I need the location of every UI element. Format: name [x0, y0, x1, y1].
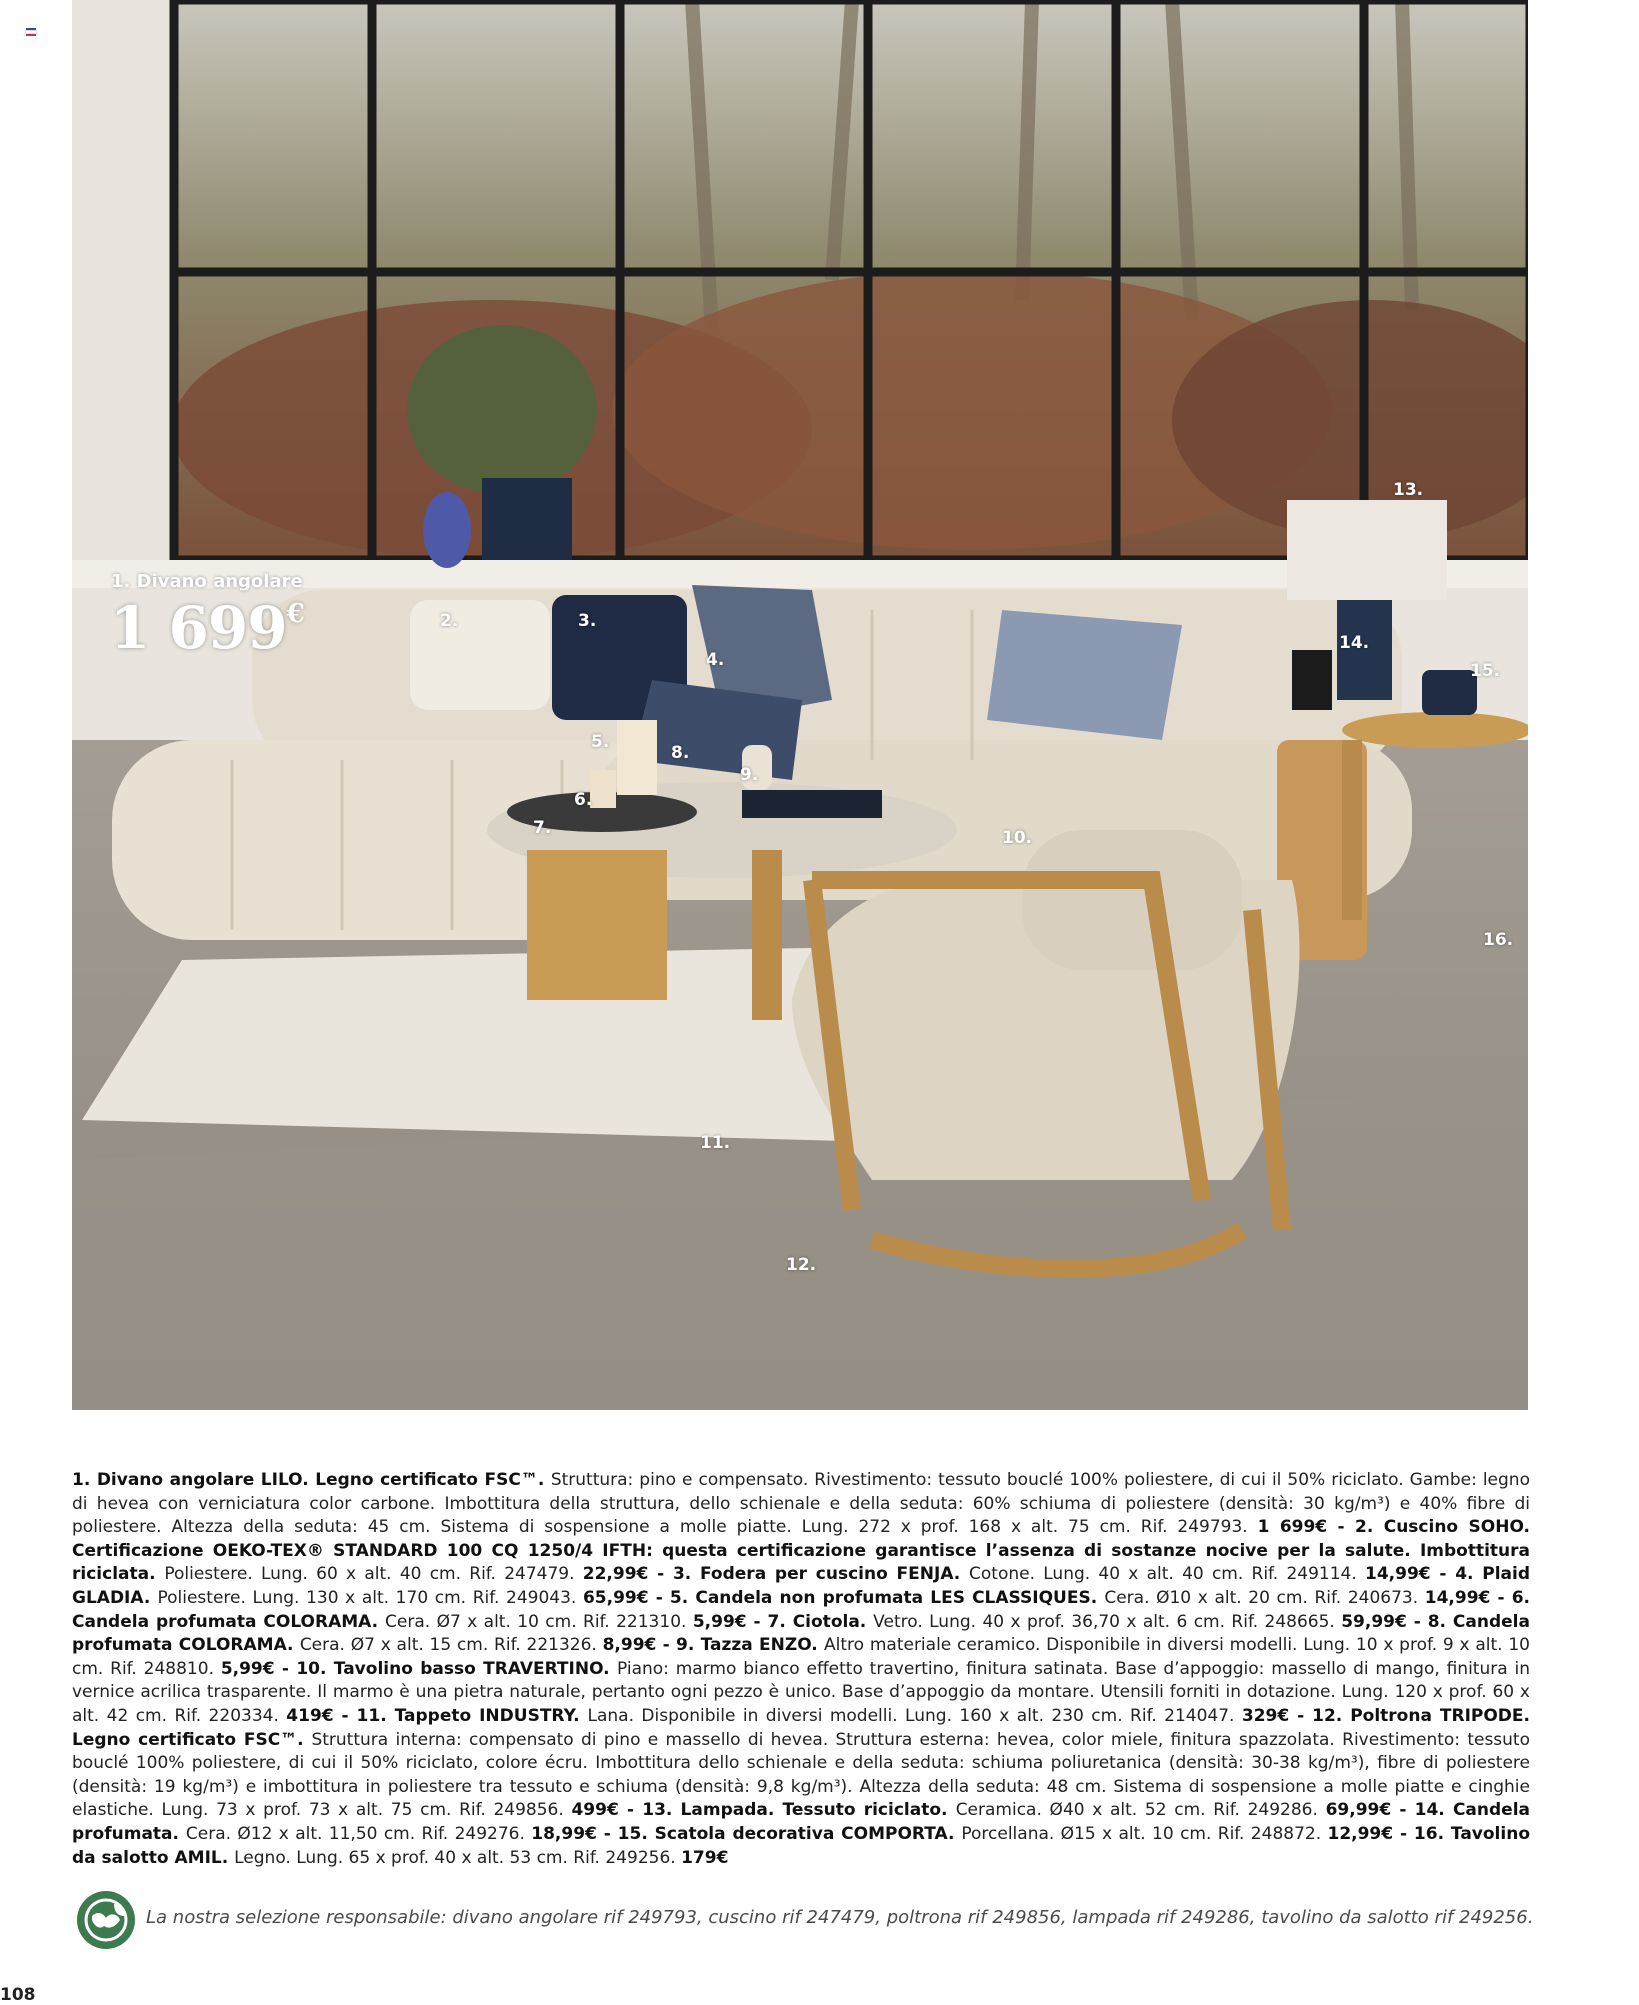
desc-bold-6: 5,99€ - 7. Ciotola. [692, 1611, 874, 1632]
desc-text-7: Cera. Ø7 x alt. 15 cm. Rif. 221326. [299, 1635, 603, 1656]
desc-text-1: Poliestere. Lung. 60 x alt. 40 cm. Rif. 247479. [164, 1564, 583, 1585]
callout-16: 16. [1483, 930, 1514, 950]
desc-text-4: Cera. Ø10 x alt. 20 cm. Rif. 240673. [1104, 1587, 1425, 1608]
callout-2: 2. [440, 611, 459, 631]
callout-15: 15. [1470, 661, 1501, 681]
desc-bold-11: 329€ - 12. Poltrona TRIPODE. Legno certificato FSC™. [72, 1705, 1530, 1750]
desc-bold-15: 12,99€ - 16. Tavolino da salotto AMIL. [72, 1823, 1530, 1868]
flag-icon [26, 28, 36, 36]
desc-bold-0: 1. Divano angolare LILO. Legno certificato FSC™. [72, 1470, 551, 1490]
callout-1-label: 1. Divano angolare [111, 571, 303, 592]
main-price-value: 1 699 [110, 594, 287, 662]
desc-text-0: Struttura: pino e compensato. Rivestimento: tessuto bouclé 100% poliestere, di cui il 50% riciclato. Gambe: legno di hevea con verniciatura color carbone. Imbottitura della struttura, dello schienale e della seduta: 60% schiuma di poliestere (densità: 30 kg/m³) e 40% fibre di poliestere. Altezza della seduta: 45 cm. Sistema di sospensione a molle piatte. Lung. 272 x prof. 168 x alt. 75 cm. Rif. 249793. [72, 1470, 1530, 1538]
callout-5: 5. [591, 732, 610, 752]
living-room-illustration [72, 0, 1528, 1410]
desc-bold-14: 18,99€ - 15. Scatola decorativa COMPORTA. [531, 1823, 962, 1844]
desc-bold-13: 69,99€ - 14. Candela profumata. [72, 1800, 1530, 1844]
page-number: 108 [0, 1985, 36, 2005]
desc-text-6: Vetro. Lung. 40 x prof. 36,70 x alt. 6 cm. Rif. 248665. [873, 1611, 1342, 1632]
desc-text-2: Cotone. Lung. 40 x alt. 40 cm. Rif. 249114. [969, 1564, 1366, 1585]
callout-14: 14. [1339, 633, 1370, 653]
desc-bold-1: 1 699€ - 2. Cuscino SOHO. Certificazione OEKO-TEX® STANDARD 100 CQ 1250/4 IFTH: questa certificazione garantisce l’assenza di sostanze nocive per la salute. Imbottitura riciclata. [72, 1517, 1530, 1585]
desc-bold-10: 419€ - 11. Tappeto INDUSTRY. [286, 1705, 588, 1726]
callout-6: 6. [574, 790, 593, 810]
desc-text-12: Ceramica. Ø40 x alt. 52 cm. Rif. 249286. [955, 1800, 1326, 1821]
callout-13: 13. [1393, 480, 1424, 500]
desc-bold-9: 5,99€ - 10. Tavolino basso TRAVERTINO. [220, 1658, 617, 1679]
callout-7: 7. [533, 818, 552, 838]
desc-text-3: Poliestere. Lung. 130 x alt. 170 cm. Rif. 249043. [157, 1587, 583, 1608]
living-room-photo [72, 0, 1528, 1410]
desc-text-13: Cera. Ø12 x alt. 11,50 cm. Rif. 249276. [185, 1823, 532, 1844]
callout-3: 3. [578, 611, 597, 631]
desc-text-8: Altro materiale ceramico. Disponibile in diversi modelli. Lung. 10 x prof. 9 x alt. 10 cm. Rif. 248810. [72, 1635, 1530, 1679]
eco-selection-note [72, 1890, 1534, 1952]
main-price [110, 594, 304, 662]
desc-bold-2: 22,99€ - 3. Fodera per cuscino FENJA. [582, 1564, 970, 1585]
callout-12: 12. [786, 1255, 817, 1275]
desc-bold-8: 8,99€ - 9. Tazza ENZO. [602, 1635, 825, 1656]
desc-text-11: Struttura interna: compensato di pino e massello di hevea. Struttura esterna: hevea, color miele, finitura spazzolata. Rivestimento: tessuto bouclé 100% poliestere, di cui il 50% riciclato, colore écru. Imbottitura dello schienale e della seduta: schiuma poliuretanica (densità: 30-38 kg/m³), fibre di poliestere (densità: 19 kg/m³) e imbottitura in poliestere tra tessuto e schiuma (densità: 9,8 kg/m³). Altezza della seduta: 48 cm. Sistema di sospensione a molle piatte e cinghie elastiche. Lung. 73 x prof. 73 x alt. 75 cm. Rif. 249856. [72, 1729, 1531, 1821]
desc-bold-4: 65,99€ - 5. Candela non profumata LES CLASSIQUES. [582, 1587, 1105, 1608]
desc-bold-16: 179€ [681, 1847, 729, 1868]
desc-text-5: Cera. Ø7 x alt. 10 cm. Rif. 221310. [385, 1611, 693, 1632]
globe-leaf-icon [76, 1890, 136, 1950]
desc-bold-3: 14,99€ - 4. Plaid GLADIA. [72, 1564, 1531, 1608]
callout-11: 11. [700, 1133, 731, 1153]
product-description [72, 1469, 1530, 1870]
callout-8: 8. [671, 743, 690, 763]
eco-note-text: La nostra selezione responsabile: divano angolare rif 249793, cuscino rif 247479, poltrona rif 249856, lampada rif 249286, tavolino da salotto rif 249256. [146, 1907, 1534, 1928]
callout-10: 10. [1002, 828, 1033, 848]
main-price-currency: € [286, 599, 304, 629]
desc-bold-12: 499€ - 13. Lampada. Tessuto riciclato. [571, 1800, 956, 1821]
desc-text-14: Porcellana. Ø15 x alt. 10 cm. Rif. 248872. [961, 1823, 1328, 1844]
desc-text-10: Lana. Disponibile in diversi modelli. Lung. 160 x alt. 230 cm. Rif. 214047. [587, 1705, 1242, 1726]
desc-bold-7: 59,99€ - 8. Candela profumata COLORAMA. [72, 1611, 1530, 1656]
desc-bold-5: 14,99€ - 6. Candela profumata COLORAMA. [72, 1587, 1530, 1632]
desc-text-9: Piano: marmo bianco effetto travertino, finitura satinata. Base d’appoggio: massello di mango, finitura in vernice acrilica trasparente. Il marmo è una pietra naturale, pertanto ogni pezzo è unico. Base d’appoggio da montare. Utensili forniti in dotazione. Lung. 120 x prof. 60 x alt. 42 cm. Rif. 220334. [72, 1658, 1530, 1726]
desc-text-15: Legno. Lung. 65 x prof. 40 x alt. 53 cm. Rif. 249256. [234, 1847, 682, 1868]
callout-4: 4. [706, 650, 725, 670]
callout-9: 9. [740, 765, 759, 785]
